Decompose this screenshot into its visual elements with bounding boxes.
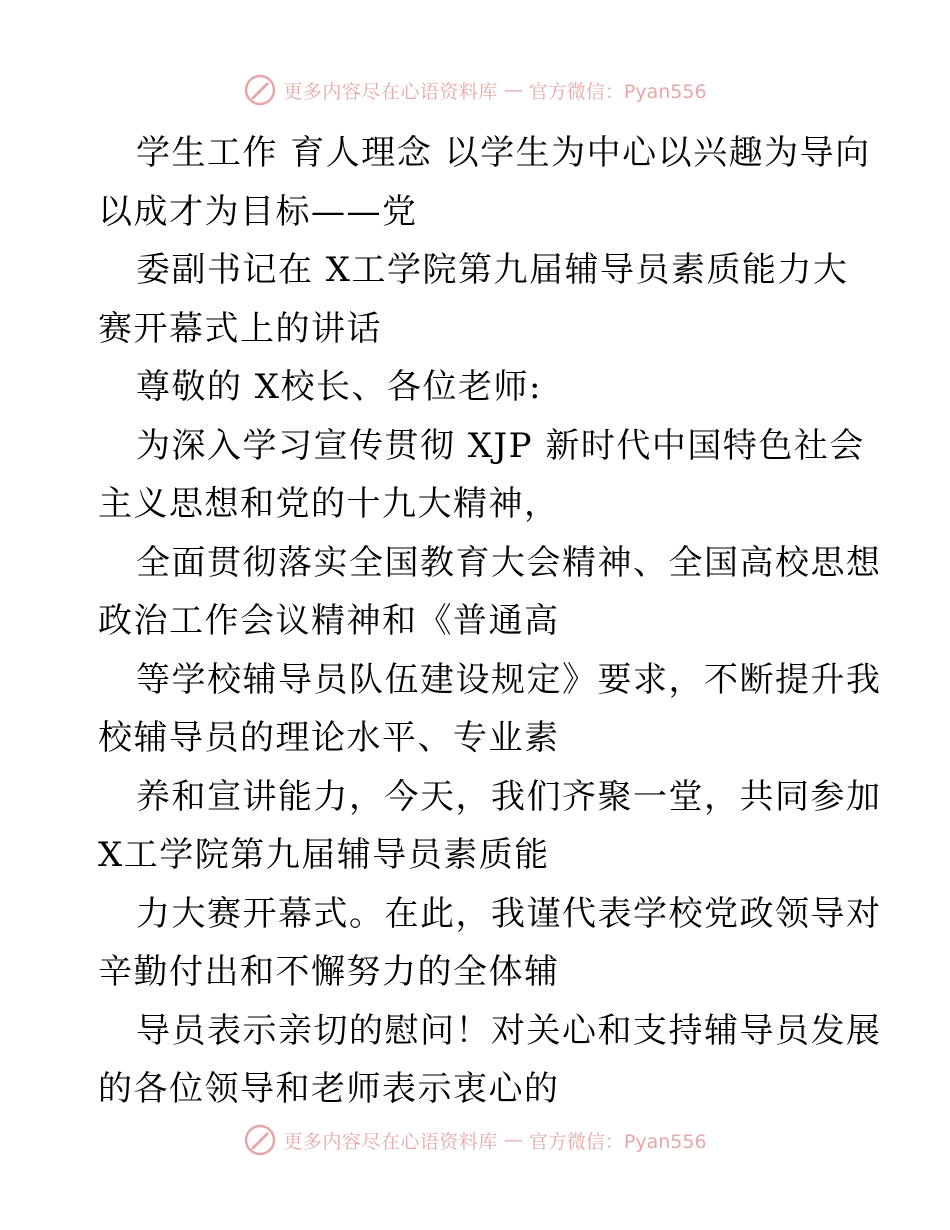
banner-text: 更多内容尽在心语资料库 [283,1130,498,1153]
text-line: X工学院第九届辅导员素质能 [98,835,550,875]
banner-text: 更多内容尽在心语资料库 [283,80,498,103]
quill-seal-icon [243,1123,277,1157]
text-line: 委副书记在 X工学院第九届辅导员素质能力大 [136,250,849,290]
text-line: 主义思想和党的十九大精神， [98,484,560,524]
text-line: 校辅导员的理论水平、专业素 [98,718,560,758]
quill-seal-icon [243,73,277,107]
text-line: 养和宣讲能力，今天，我们齐聚一堂，共同参加 [136,776,882,817]
text-line: 等学校辅导员队伍建设规定》要求，不断提升我 [136,659,882,700]
text-line: 学生工作 育人理念 以学生为中心以兴趣为导向 [136,133,871,173]
banner-separator: — [503,1129,523,1151]
footer-watermark-banner [0,1120,950,1160]
text-line: 政治工作会议精神和《普通高 [98,601,560,641]
text-line: 为深入学习宣传贯彻 XJP 新时代中国特色社会 [136,425,865,466]
text-line: 以成才为目标——党 [98,191,418,232]
text-line: 力大赛开幕式。在此，我谨代表学校党政领导对 [136,893,882,934]
header-watermark-banner [0,70,950,110]
text-line: 导员表示亲切的慰问！对关心和支持辅导员发展 [136,1010,882,1051]
text-line: 赛开幕式上的讲话 [98,308,382,349]
text-line: 全面贯彻落实全国教育大会精神、全国高校思想 [136,542,882,583]
banner-contact: 官方微信：Pyan556 [528,80,707,103]
document-body [98,124,882,1119]
banner-contact: 官方微信：Pyan556 [528,1130,707,1153]
banner-separator: — [503,79,523,101]
text-line: 的各位领导和老师表示衷心的 [98,1069,560,1109]
text-line: 尊敬的 X校长、各位老师: [136,367,542,407]
text-line: 辛勤付出和不懈努力的全体辅 [98,952,560,992]
